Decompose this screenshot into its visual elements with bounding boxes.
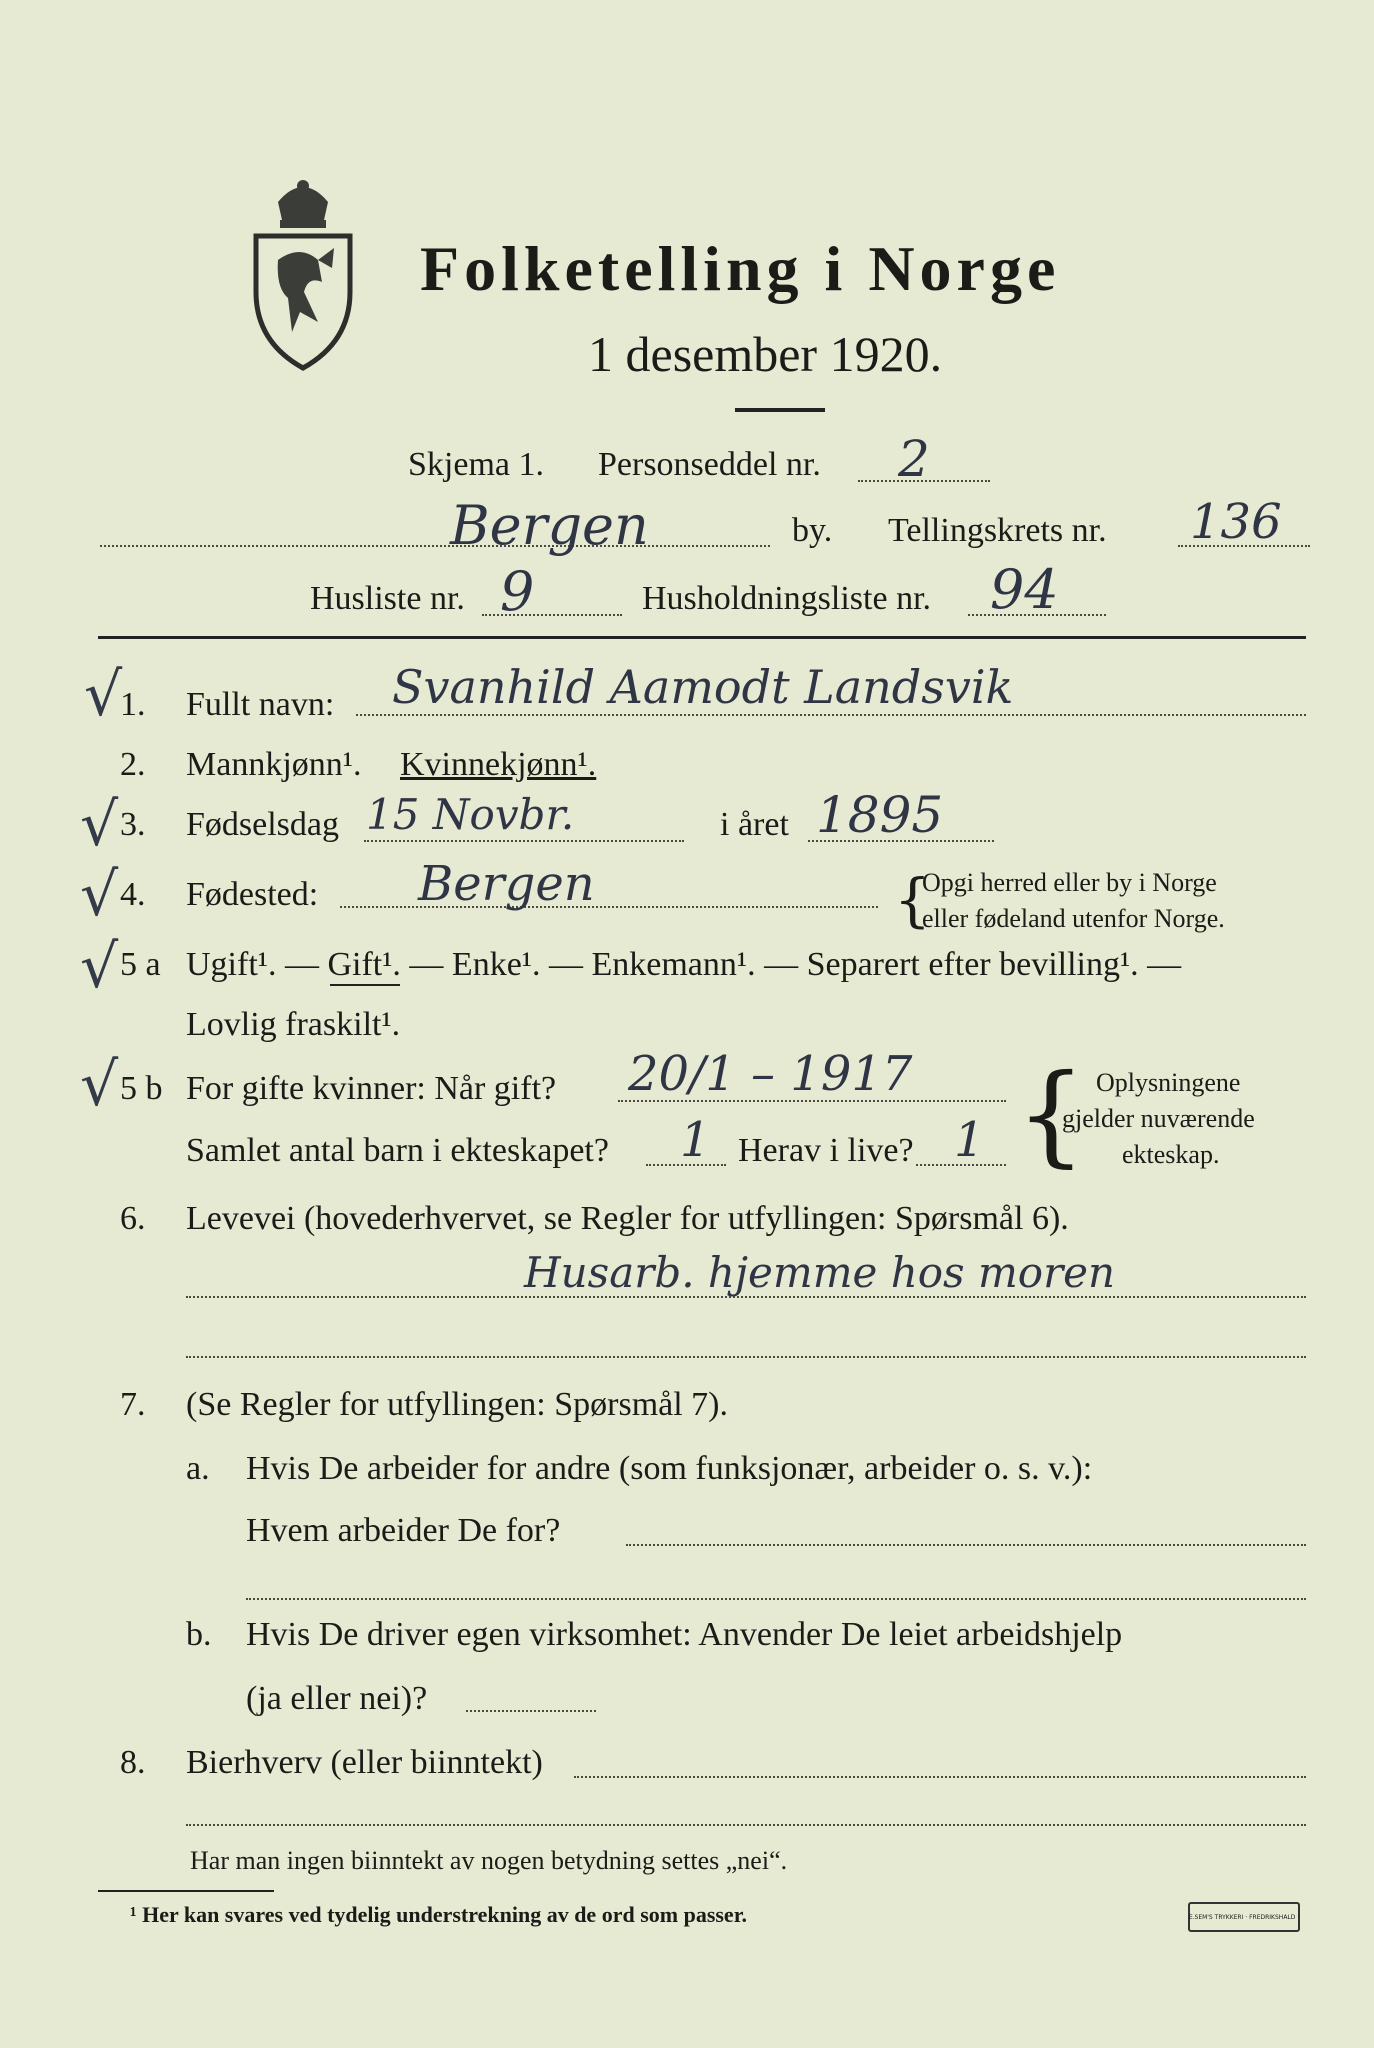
- q2-kvinnekjonn[interactable]: Kvinnekjønn¹.: [400, 746, 597, 783]
- q4-value[interactable]: Bergen: [418, 856, 595, 912]
- husholdning-value[interactable]: 94: [990, 558, 1059, 621]
- q4-number: 4.: [120, 876, 146, 913]
- q5b-alive-value[interactable]: 1: [954, 1112, 985, 1168]
- q6-value[interactable]: Husarb. hjemme hos moren: [524, 1248, 1116, 1297]
- q1-value[interactable]: Svanhild Aamodt Landsvik: [392, 660, 1014, 714]
- q5b-children-value[interactable]: 1: [680, 1112, 711, 1168]
- q5a-number: 5 a: [120, 946, 161, 983]
- tellingskrets-label: Tellingskrets nr.: [888, 512, 1107, 549]
- checkmark-icon: √: [80, 932, 119, 1002]
- personseddel-value[interactable]: 2: [898, 430, 930, 488]
- q7b-letter: b.: [186, 1616, 212, 1653]
- q6-line2: [186, 1356, 1306, 1358]
- q4-label: Fødested:: [186, 876, 319, 913]
- q7a-answer-line1: [626, 1544, 1306, 1546]
- q3-number: 3.: [120, 806, 146, 843]
- q7b-line1: Hvis De driver egen virksomhet: Anvender De leiet arbeidshjelp: [246, 1616, 1123, 1653]
- q7a-line1: Hvis De arbeider for andre (som funksjonær, arbeider o. s. v.):: [246, 1450, 1093, 1487]
- skjema-label: Skjema 1.: [408, 446, 544, 483]
- checkmark-icon: √: [84, 660, 123, 730]
- personseddel-label: Personseddel nr.: [598, 446, 821, 483]
- city-line: [100, 545, 770, 547]
- q5a-gift-underline: [330, 984, 400, 986]
- checkmark-icon: √: [80, 1050, 119, 1120]
- q8-answer-line1: [574, 1776, 1306, 1778]
- checkmark-icon: √: [80, 790, 119, 860]
- q5b-note-line3: ekteskap.: [1122, 1140, 1220, 1169]
- title-divider: [735, 408, 825, 412]
- city-value[interactable]: Bergen: [450, 494, 649, 557]
- q7a-answer-line2: [246, 1598, 1306, 1600]
- q5a-options[interactable]: Ugift¹. — Gift¹. — Enke¹. — Enkemann¹. — Separert efter bevilling¹. —: [186, 946, 1182, 983]
- by-label: by.: [792, 512, 833, 549]
- q8-note: Har man ingen biinntekt av nogen betydning settes „nei“.: [190, 1846, 788, 1875]
- q3-year-label: i året: [720, 806, 789, 843]
- q5b-note-line2: gjelder nuværende: [1062, 1104, 1255, 1133]
- husliste-label: Husliste nr.: [310, 580, 465, 617]
- q4-note-line2: eller fødeland utenfor Norge.: [922, 904, 1225, 933]
- q3-day-line: [364, 840, 684, 842]
- q7-number: 7.: [120, 1386, 146, 1423]
- q5b-number: 5 b: [120, 1070, 163, 1107]
- q6-number: 6.: [120, 1200, 146, 1237]
- q3-day-value[interactable]: 15 Novbr.: [366, 790, 575, 839]
- q2-number: 2.: [120, 746, 146, 783]
- q5b-label1: For gifte kvinner: Når gift?: [186, 1070, 557, 1107]
- form-date: 1 desember 1920.: [588, 326, 943, 382]
- q7b-line2: (ja eller nei)?: [246, 1680, 428, 1717]
- husholdning-label: Husholdningsliste nr.: [642, 580, 932, 617]
- tellingskrets-value[interactable]: 136: [1190, 494, 1282, 550]
- coat-of-arms-icon: [248, 172, 358, 372]
- q1-number: 1.: [120, 686, 146, 723]
- q5b-married-value[interactable]: 20/1 – 1917: [628, 1046, 913, 1102]
- q6-label: Levevei (hovederhvervet, se Regler for utfyllingen: Spørsmål 6).: [186, 1200, 1069, 1237]
- q8-label: Bierhverv (eller biinntekt): [186, 1744, 543, 1781]
- checkmark-icon: √: [80, 860, 119, 930]
- footnote: ¹ Her kan svares ved tydelig understrekning av de ord som passer.: [130, 1902, 747, 1927]
- q5b-brace: {: [1016, 1050, 1086, 1178]
- form-title: Folketelling i Norge: [420, 233, 1061, 304]
- q5b-alive-label: Herav i live?: [738, 1132, 914, 1169]
- printer-stamp: E.SEM'S TRYKKERI · FREDRIKSHALD ·: [1188, 1902, 1300, 1932]
- q1-line: [356, 714, 1306, 716]
- q7a-letter: a.: [186, 1450, 210, 1487]
- q7-label: (Se Regler for utfyllingen: Spørsmål 7).: [186, 1386, 729, 1423]
- q5b-label2: Samlet antal barn i ekteskapet?: [186, 1132, 609, 1169]
- q4-brace: {: [894, 866, 931, 934]
- q8-number: 8.: [120, 1744, 146, 1781]
- q3-label: Fødselsdag: [186, 806, 339, 843]
- q7a-line2: Hvem arbeider De for?: [246, 1512, 561, 1549]
- q5a-options-line2[interactable]: Lovlig fraskilt¹.: [186, 1006, 401, 1043]
- footnote-rule: [98, 1890, 274, 1892]
- q8-answer-line2: [186, 1824, 1306, 1826]
- header-rule: [98, 636, 1306, 639]
- q3-year-value[interactable]: 1895: [816, 786, 944, 844]
- q5b-note-line1: Oplysningene: [1096, 1068, 1241, 1097]
- husliste-value[interactable]: 9: [500, 560, 535, 623]
- q2-mannkjonn[interactable]: Mannkjønn¹.: [186, 746, 362, 783]
- q1-label: Fullt navn:: [186, 686, 335, 723]
- q7b-answer-line: [466, 1710, 596, 1712]
- q4-note-line1: Opgi herred eller by i Norge: [922, 868, 1217, 897]
